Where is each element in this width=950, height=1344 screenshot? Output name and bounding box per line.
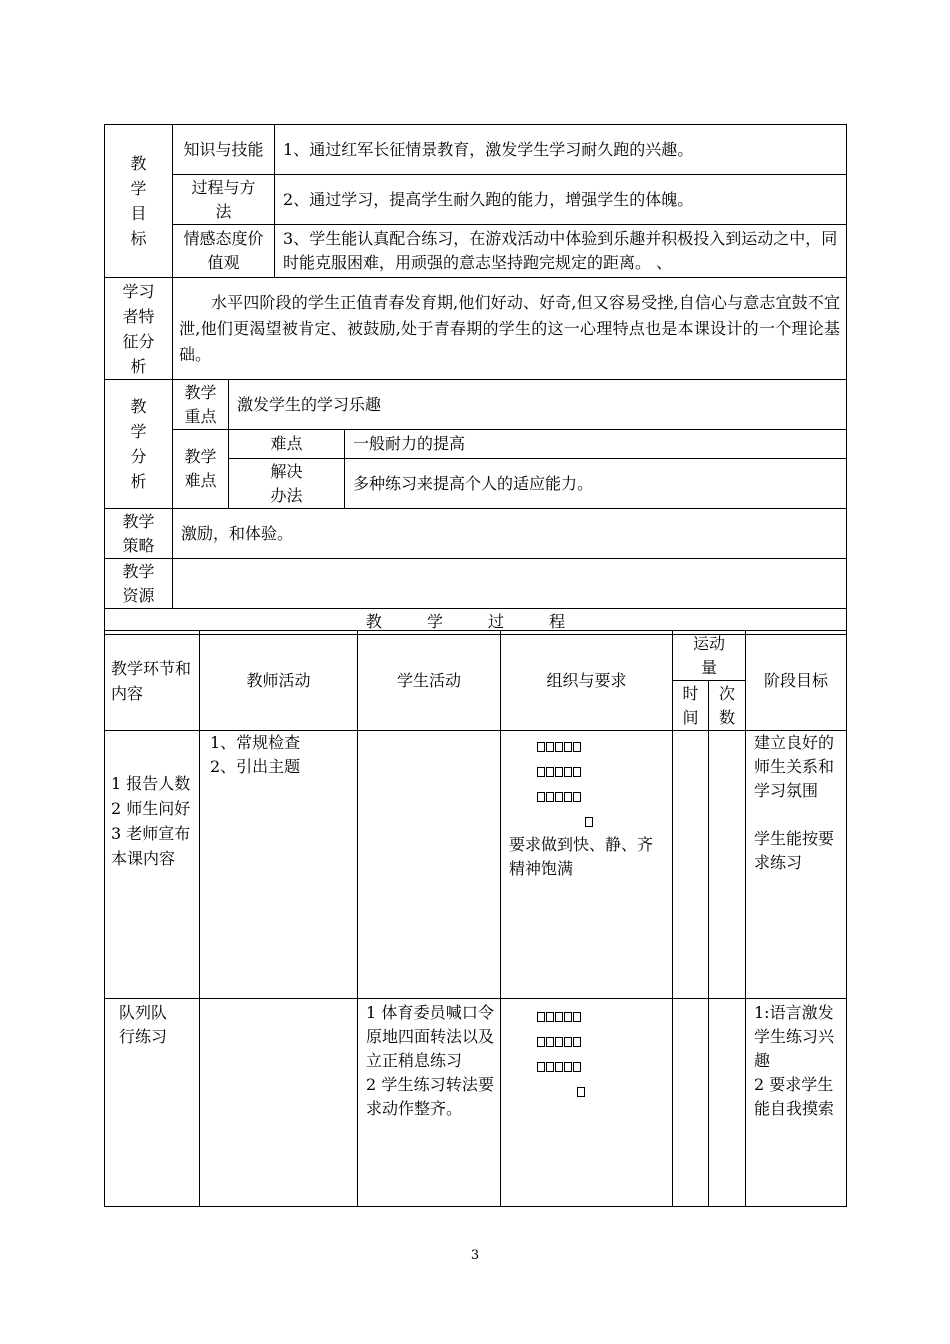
learner-header: 学习者特征分析	[105, 278, 173, 380]
difficulty-label: 教学难点	[173, 430, 229, 509]
col-org: 组织与要求	[501, 631, 673, 731]
analysis-header: 教学分析	[105, 380, 173, 509]
lesson-plan-table	[104, 124, 847, 635]
row2-student: 1 体育委员喊口令原地四面转法以及立正稍息练习 2 学生练习转法要求动作整齐。	[358, 999, 501, 1207]
row1-org: 要求做到快、静、齐 精神饱满	[501, 731, 673, 999]
col-student: 学生活动	[358, 631, 501, 731]
objective-text-2: 2、通过学习，提高学生耐久跑的能力，增强学生的体魄。	[275, 175, 847, 225]
page-number: 3	[470, 1248, 480, 1263]
strategy-text: 激励，和体验。	[173, 509, 847, 559]
key-point-label: 教学重点	[173, 380, 229, 430]
row2-count	[709, 999, 746, 1207]
row1-time	[673, 731, 709, 999]
difficulty-point-text: 一般耐力的提高	[345, 430, 847, 459]
objective-text-3: 3、学生能认真配合练习，在游戏活动中体验到乐趣并积极投入到运动之中，同时能克服困难，用顽强的意志坚持跑完规定的距离。 、	[275, 225, 847, 278]
objectives-header: 教学目标	[105, 125, 173, 278]
formation-diagram-1	[501, 731, 672, 833]
solution-text: 多种练习来提高个人的适应能力。	[345, 459, 847, 509]
row1-goal: 建立良好的师生关系和学习氛围 学生能按要求练习	[746, 731, 847, 999]
row1-teacher: 1、常规检查 2、引出主题	[200, 731, 358, 999]
objective-label-2: 过程与方法	[173, 175, 275, 225]
row2-teacher	[200, 999, 358, 1207]
formation-diagram-2	[501, 999, 672, 1103]
col-time: 时间	[673, 681, 709, 731]
row2-org	[501, 999, 673, 1207]
col-section: 教学环节和内容	[105, 631, 200, 731]
objective-label-3: 情感态度价值观	[173, 225, 275, 278]
col-teacher: 教师活动	[200, 631, 358, 731]
row2-section: 队列队行练习	[105, 999, 200, 1207]
row2-time	[673, 999, 709, 1207]
row1-student	[358, 731, 501, 999]
strategy-header: 教学策略	[105, 509, 173, 559]
process-title: 教 学 过 程	[105, 609, 847, 635]
difficulty-point-label: 难点	[229, 430, 345, 459]
resources-header: 教学资源	[105, 559, 173, 609]
row2-goal: 1:语言激发学生练习兴趣 2 要求学生能自我摸索	[746, 999, 847, 1207]
objective-text-1: 1、通过红军长征情景教育，激发学生学习耐久跑的兴趣。	[275, 125, 847, 175]
solution-label: 解决办法	[229, 459, 345, 509]
objective-label-1: 知识与技能	[173, 125, 275, 175]
row1-section: 1 报告人数 2 师生问好 3 老师宣布本课内容	[105, 731, 200, 999]
learner-text: 水平四阶段的学生正值青春发育期,他们好动、好奇,但又容易受挫,自信心与意志宜鼓不宜泄,他们更渴望被肯定、被鼓励,处于青春期的学生的这一心理特点也是本课设计的一个理论基础。	[173, 278, 847, 380]
resources-text	[173, 559, 847, 609]
col-load: 运动量	[673, 631, 746, 681]
col-goal: 阶段目标	[746, 631, 847, 731]
row1-count	[709, 731, 746, 999]
key-point-text: 激发学生的学习乐趣	[229, 380, 847, 430]
col-count: 次数	[709, 681, 746, 731]
process-table	[104, 630, 847, 1207]
